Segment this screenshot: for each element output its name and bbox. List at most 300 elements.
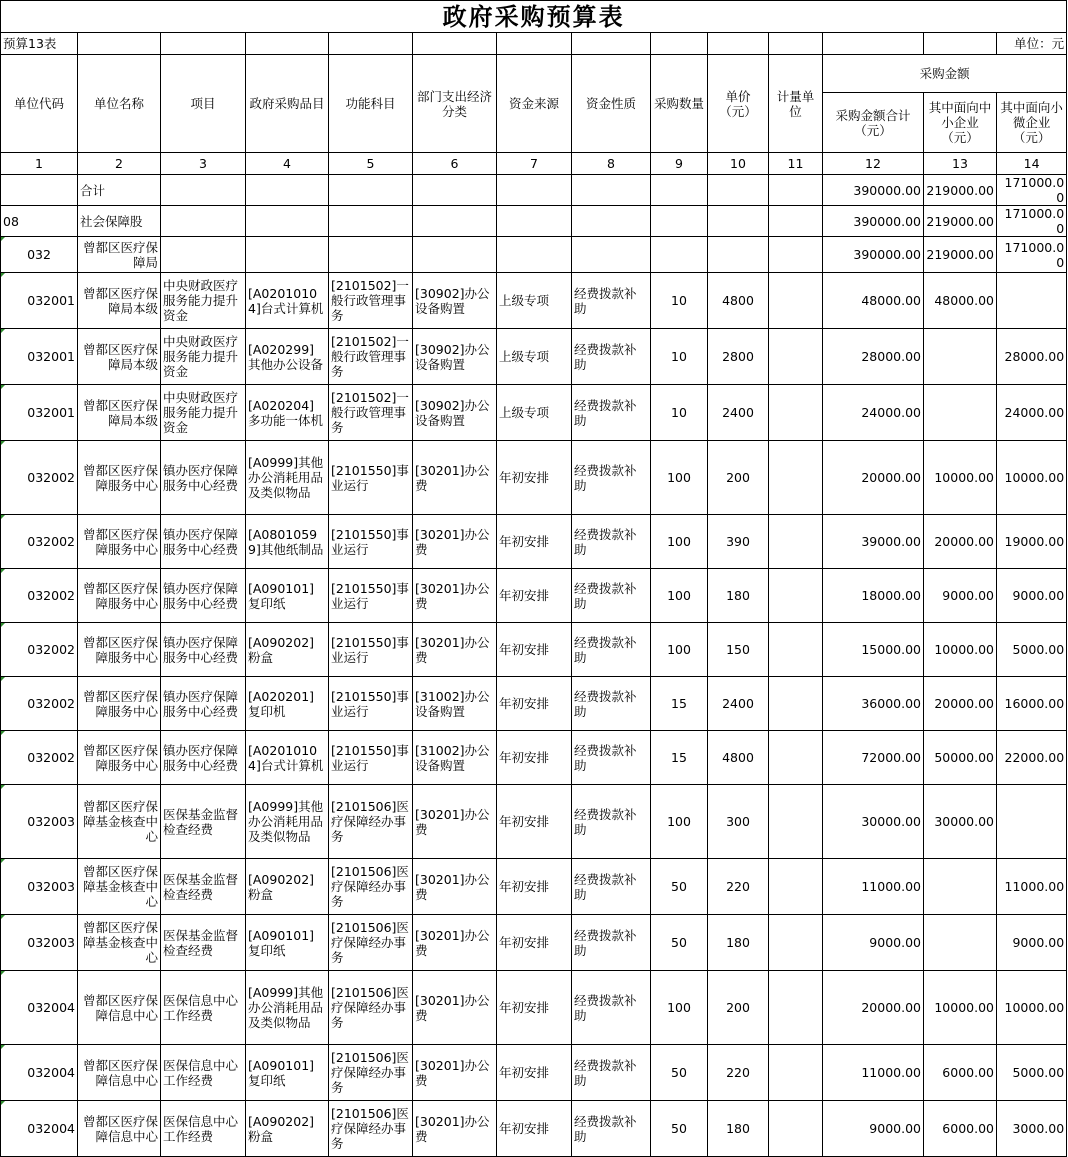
cell-quantity: 100 [651, 569, 708, 623]
cell-measure-unit [769, 859, 823, 915]
cell-unit-code: 032004 [1, 971, 78, 1045]
empty-cell [329, 206, 413, 237]
cell-unit-name: 曾都区医疗保障信息中心 [78, 1045, 161, 1101]
table-row [1, 785, 1067, 859]
cell-amount-sme: 20000.00 [924, 515, 997, 569]
cell-amount-sme: 10000.00 [924, 623, 997, 677]
summary-sme: 219000.00 [924, 237, 997, 273]
cell-economic-class: [30902]办公设备购置 [413, 385, 497, 441]
cell-unit-name: 曾都区医疗保障服务中心 [78, 623, 161, 677]
cell-quantity: 50 [651, 1045, 708, 1101]
cell-economic-class: [30201]办公费 [413, 971, 497, 1045]
table-row [1, 623, 1067, 677]
cell-amount-micro: 19000.00 [997, 515, 1067, 569]
index-cell: 8 [572, 153, 651, 175]
cell-function-subject: [2101506]医疗保障经办事务 [329, 1045, 413, 1101]
cell-procurement-item: [A090202]粉盒 [246, 623, 329, 677]
cell-amount-total: 20000.00 [823, 441, 924, 515]
cell-function-subject: [2101550]事业运行 [329, 677, 413, 731]
header-fund-source: 资金来源 [497, 55, 572, 153]
cell-fund-source: 年初安排 [497, 971, 572, 1045]
cell-measure-unit [769, 385, 823, 441]
header-unit-name: 单位名称 [78, 55, 161, 153]
cell-measure-unit [769, 785, 823, 859]
cell-fund-source: 年初安排 [497, 731, 572, 785]
cell-quantity: 10 [651, 385, 708, 441]
cell-procurement-item: [A090101]复印纸 [246, 1045, 329, 1101]
cell-function-subject: [2101502]一般行政管理事务 [329, 385, 413, 441]
cell-measure-unit [769, 677, 823, 731]
cell-amount-sme: 20000.00 [924, 677, 997, 731]
cell-fund-nature: 经费拨款补助 [572, 677, 651, 731]
index-cell: 14 [997, 153, 1067, 175]
cell-economic-class: [30201]办公费 [413, 623, 497, 677]
cell-fund-nature: 经费拨款补助 [572, 971, 651, 1045]
cell-amount-micro: 10000.00 [997, 971, 1067, 1045]
cell-project: 医保基金监督检查经费 [161, 785, 246, 859]
cell-function-subject: [2101502]一般行政管理事务 [329, 273, 413, 329]
cell-fund-nature: 经费拨款补助 [572, 1101, 651, 1157]
summary-row [1, 175, 1067, 206]
cell-procurement-item: [A02010104]台式计算机 [246, 273, 329, 329]
table-row [1, 859, 1067, 915]
empty-cell [246, 237, 329, 273]
cell-measure-unit [769, 623, 823, 677]
cell-amount-micro: 11000.00 [997, 859, 1067, 915]
empty-cell [651, 206, 708, 237]
cell-economic-class: [30201]办公费 [413, 859, 497, 915]
cell-quantity: 100 [651, 971, 708, 1045]
table-row [1, 971, 1067, 1045]
cell-amount-total: 9000.00 [823, 915, 924, 971]
cell-project: 镇办医疗保障服务中心经费 [161, 569, 246, 623]
cell-amount-total: 24000.00 [823, 385, 924, 441]
cell-amount-micro [997, 273, 1067, 329]
cell-economic-class: [30902]办公设备购置 [413, 329, 497, 385]
summary-total: 390000.00 [823, 237, 924, 273]
cell-amount-micro [997, 785, 1067, 859]
cell-procurement-item: [A090202]粉盒 [246, 859, 329, 915]
header-quantity: 采购数量 [651, 55, 708, 153]
cell-project: 医保基金监督检查经费 [161, 915, 246, 971]
cell-unit-code: 032002 [1, 623, 78, 677]
cell-fund-source: 年初安排 [497, 623, 572, 677]
cell-amount-total: 36000.00 [823, 677, 924, 731]
cell-amount-total: 20000.00 [823, 971, 924, 1045]
cell-quantity: 100 [651, 515, 708, 569]
cell-amount-micro: 10000.00 [997, 441, 1067, 515]
cell-amount-sme: 6000.00 [924, 1045, 997, 1101]
header-economic-class: 部门支出经济分类 [413, 55, 497, 153]
cell-fund-nature: 经费拨款补助 [572, 915, 651, 971]
summary-micro: 171000.00 [997, 237, 1067, 273]
cell-fund-nature: 经费拨款补助 [572, 623, 651, 677]
cell-fund-source: 上级专项 [497, 273, 572, 329]
cell-amount-total: 11000.00 [823, 859, 924, 915]
cell-fund-nature: 经费拨款补助 [572, 385, 651, 441]
cell-unit-code: 032002 [1, 731, 78, 785]
cell-procurement-item: [A0999]其他办公消耗用品及类似物品 [246, 971, 329, 1045]
cell-procurement-item: [A08010599]其他纸制品 [246, 515, 329, 569]
cell-function-subject: [2101506]医疗保障经办事务 [329, 915, 413, 971]
cell-amount-total: 28000.00 [823, 329, 924, 385]
empty-cell [413, 237, 497, 273]
cell-amount-micro: 3000.00 [997, 1101, 1067, 1157]
index-cell: 9 [651, 153, 708, 175]
cell-fund-source: 年初安排 [497, 569, 572, 623]
empty-cell [769, 237, 823, 273]
cell-unit-code: 032004 [1, 1045, 78, 1101]
index-cell: 10 [708, 153, 769, 175]
empty-cell [497, 206, 572, 237]
table-row [1, 1045, 1067, 1101]
cell-unit-price: 2800 [708, 329, 769, 385]
cell-project: 镇办医疗保障服务中心经费 [161, 441, 246, 515]
empty-cell [651, 237, 708, 273]
cell-economic-class: [30201]办公费 [413, 1101, 497, 1157]
index-cell: 5 [329, 153, 413, 175]
cell-measure-unit [769, 1101, 823, 1157]
cell-fund-source: 年初安排 [497, 441, 572, 515]
cell-amount-micro: 22000.00 [997, 731, 1067, 785]
empty-cell [161, 237, 246, 273]
cell-project: 镇办医疗保障服务中心经费 [161, 623, 246, 677]
summary-name: 合计 [78, 175, 161, 206]
header-procurement-item: 政府采购品目 [246, 55, 329, 153]
cell-amount-micro: 24000.00 [997, 385, 1067, 441]
empty-cell [161, 206, 246, 237]
cell-amount-total: 9000.00 [823, 1101, 924, 1157]
cell-amount-total: 15000.00 [823, 623, 924, 677]
cell-unit-name: 曾都区医疗保障服务中心 [78, 569, 161, 623]
cell-amount-sme: 10000.00 [924, 441, 997, 515]
header-amount-group: 采购金额 [823, 55, 1067, 93]
index-cell: 12 [823, 153, 924, 175]
cell-unit-name: 曾都区医疗保障局本级 [78, 329, 161, 385]
cell-function-subject: [2101550]事业运行 [329, 515, 413, 569]
cell-unit-code: 032004 [1, 1101, 78, 1157]
cell-unit-price: 180 [708, 569, 769, 623]
cell-quantity: 10 [651, 329, 708, 385]
cell-unit-name: 曾都区医疗保障服务中心 [78, 731, 161, 785]
cell-project: 医保信息中心工作经费 [161, 1101, 246, 1157]
cell-project: 镇办医疗保障服务中心经费 [161, 515, 246, 569]
index-cell: 2 [78, 153, 161, 175]
cell-quantity: 100 [651, 785, 708, 859]
cell-unit-code: 032003 [1, 859, 78, 915]
cell-fund-source: 年初安排 [497, 1101, 572, 1157]
empty-cell [329, 175, 413, 206]
empty-cell [413, 206, 497, 237]
cell-measure-unit [769, 731, 823, 785]
cell-unit-price: 2400 [708, 677, 769, 731]
cell-procurement-item: [A0999]其他办公消耗用品及类似物品 [246, 785, 329, 859]
table-row [1, 441, 1067, 515]
cell-project: 医保信息中心工作经费 [161, 971, 246, 1045]
table-row [1, 329, 1067, 385]
cell-project: 镇办医疗保障服务中心经费 [161, 677, 246, 731]
cell-fund-nature: 经费拨款补助 [572, 441, 651, 515]
cell-unit-name: 曾都区医疗保障服务中心 [78, 515, 161, 569]
cell-amount-micro: 5000.00 [997, 623, 1067, 677]
cell-fund-source: 年初安排 [497, 859, 572, 915]
cell-unit-name: 曾都区医疗保障信息中心 [78, 1101, 161, 1157]
cell-unit-price: 150 [708, 623, 769, 677]
table-title: 政府采购预算表 [1, 1, 1067, 33]
header-amount-total: 采购金额合计（元） [823, 93, 924, 153]
index-cell: 3 [161, 153, 246, 175]
cell-unit-name: 曾都区医疗保障基金核查中心 [78, 915, 161, 971]
cell-quantity: 100 [651, 441, 708, 515]
summary-micro: 171000.00 [997, 175, 1067, 206]
cell-fund-source: 年初安排 [497, 677, 572, 731]
table-row [1, 731, 1067, 785]
summary-code: 032 [1, 237, 78, 273]
cell-measure-unit [769, 569, 823, 623]
cell-fund-source: 上级专项 [497, 385, 572, 441]
cell-unit-code: 032002 [1, 515, 78, 569]
cell-fund-source: 年初安排 [497, 515, 572, 569]
cell-unit-price: 2400 [708, 385, 769, 441]
cell-amount-total: 18000.00 [823, 569, 924, 623]
cell-amount-sme: 48000.00 [924, 273, 997, 329]
header-amount-sme: 其中面向中小企业（元） [924, 93, 997, 153]
cell-fund-nature: 经费拨款补助 [572, 329, 651, 385]
cell-measure-unit [769, 273, 823, 329]
header-fund-nature: 资金性质 [572, 55, 651, 153]
cell-function-subject: [2101550]事业运行 [329, 731, 413, 785]
empty-cell [246, 206, 329, 237]
cell-unit-code: 032001 [1, 385, 78, 441]
cell-unit-price: 4800 [708, 273, 769, 329]
cell-amount-micro: 28000.00 [997, 329, 1067, 385]
table-row [1, 1101, 1067, 1157]
header-unit-price: 单价（元） [708, 55, 769, 153]
summary-sme: 219000.00 [924, 206, 997, 237]
cell-project: 中央财政医疗服务能力提升资金 [161, 385, 246, 441]
cell-economic-class: [30201]办公费 [413, 785, 497, 859]
summary-name: 社会保障股 [78, 206, 161, 237]
cell-unit-code: 032001 [1, 329, 78, 385]
cell-amount-sme: 30000.00 [924, 785, 997, 859]
cell-unit-name: 曾都区医疗保障信息中心 [78, 971, 161, 1045]
cell-amount-sme [924, 915, 997, 971]
cell-function-subject: [2101550]事业运行 [329, 569, 413, 623]
cell-economic-class: [31002]办公设备购置 [413, 731, 497, 785]
cell-fund-source: 上级专项 [497, 329, 572, 385]
cell-fund-nature: 经费拨款补助 [572, 273, 651, 329]
cell-project: 中央财政医疗服务能力提升资金 [161, 329, 246, 385]
header-unit-code: 单位代码 [1, 55, 78, 153]
empty-cell [708, 206, 769, 237]
cell-quantity: 50 [651, 859, 708, 915]
cell-quantity: 15 [651, 677, 708, 731]
empty-cell [497, 237, 572, 273]
cell-unit-price: 220 [708, 1045, 769, 1101]
cell-measure-unit [769, 441, 823, 515]
cell-function-subject: [2101506]医疗保障经办事务 [329, 1101, 413, 1157]
summary-sme: 219000.00 [924, 175, 997, 206]
cell-fund-source: 年初安排 [497, 915, 572, 971]
cell-function-subject: [2101506]医疗保障经办事务 [329, 971, 413, 1045]
cell-amount-total: 30000.00 [823, 785, 924, 859]
cell-procurement-item: [A090101]复印纸 [246, 569, 329, 623]
cell-unit-name: 曾都区医疗保障基金核查中心 [78, 859, 161, 915]
cell-amount-sme [924, 859, 997, 915]
cell-measure-unit [769, 1045, 823, 1101]
index-cell: 11 [769, 153, 823, 175]
cell-quantity: 100 [651, 623, 708, 677]
empty-cell [572, 175, 651, 206]
cell-economic-class: [30201]办公费 [413, 569, 497, 623]
cell-quantity: 50 [651, 1101, 708, 1157]
cell-amount-total: 48000.00 [823, 273, 924, 329]
cell-fund-nature: 经费拨款补助 [572, 569, 651, 623]
cell-quantity: 10 [651, 273, 708, 329]
cell-unit-name: 曾都区医疗保障服务中心 [78, 441, 161, 515]
cell-unit-code: 032002 [1, 441, 78, 515]
index-cell: 13 [924, 153, 997, 175]
header-function-subject: 功能科目 [329, 55, 413, 153]
cell-project: 镇办医疗保障服务中心经费 [161, 731, 246, 785]
cell-unit-price: 390 [708, 515, 769, 569]
summary-total: 390000.00 [823, 206, 924, 237]
cell-amount-micro: 9000.00 [997, 569, 1067, 623]
table-row [1, 515, 1067, 569]
cell-amount-sme: 9000.00 [924, 569, 997, 623]
cell-unit-code: 032001 [1, 273, 78, 329]
cell-amount-sme: 50000.00 [924, 731, 997, 785]
summary-micro: 171000.00 [997, 206, 1067, 237]
empty-cell [769, 206, 823, 237]
table-number: 预算13表 [1, 33, 78, 55]
cell-measure-unit [769, 971, 823, 1045]
unit-label: 单位：元 [997, 33, 1067, 55]
cell-economic-class: [31002]办公设备购置 [413, 677, 497, 731]
empty-cell [246, 175, 329, 206]
cell-amount-micro: 5000.00 [997, 1045, 1067, 1101]
summary-code [1, 175, 78, 206]
cell-unit-price: 180 [708, 915, 769, 971]
cell-project: 医保信息中心工作经费 [161, 1045, 246, 1101]
cell-fund-nature: 经费拨款补助 [572, 515, 651, 569]
cell-unit-code: 032003 [1, 785, 78, 859]
table-row [1, 569, 1067, 623]
cell-unit-name: 曾都区医疗保障局本级 [78, 385, 161, 441]
cell-fund-nature: 经费拨款补助 [572, 731, 651, 785]
cell-unit-price: 4800 [708, 731, 769, 785]
header-project: 项目 [161, 55, 246, 153]
empty-cell [572, 206, 651, 237]
empty-cell [572, 237, 651, 273]
index-row [1, 153, 1067, 175]
cell-procurement-item: [A020204]多功能一体机 [246, 385, 329, 441]
cell-fund-nature: 经费拨款补助 [572, 1045, 651, 1101]
cell-function-subject: [2101502]一般行政管理事务 [329, 329, 413, 385]
cell-amount-sme: 10000.00 [924, 971, 997, 1045]
cell-measure-unit [769, 329, 823, 385]
cell-quantity: 50 [651, 915, 708, 971]
empty-cell [161, 175, 246, 206]
cell-procurement-item: [A02010104]台式计算机 [246, 731, 329, 785]
cell-project: 中央财政医疗服务能力提升资金 [161, 273, 246, 329]
cell-economic-class: [30201]办公费 [413, 441, 497, 515]
cell-function-subject: [2101506]医疗保障经办事务 [329, 785, 413, 859]
cell-measure-unit [769, 915, 823, 971]
cell-project: 医保基金监督检查经费 [161, 859, 246, 915]
summary-total: 390000.00 [823, 175, 924, 206]
table-row [1, 915, 1067, 971]
cell-procurement-item: [A020201]复印机 [246, 677, 329, 731]
summary-code: 08 [1, 206, 78, 237]
cell-fund-source: 年初安排 [497, 785, 572, 859]
cell-amount-total: 72000.00 [823, 731, 924, 785]
index-cell: 7 [497, 153, 572, 175]
cell-unit-name: 曾都区医疗保障服务中心 [78, 677, 161, 731]
cell-function-subject: [2101550]事业运行 [329, 441, 413, 515]
empty-cell [329, 237, 413, 273]
cell-amount-micro: 16000.00 [997, 677, 1067, 731]
table-row [1, 273, 1067, 329]
cell-fund-nature: 经费拨款补助 [572, 785, 651, 859]
index-cell: 6 [413, 153, 497, 175]
table-row [1, 677, 1067, 731]
empty-cell [651, 175, 708, 206]
empty-cell [769, 175, 823, 206]
cell-unit-price: 220 [708, 859, 769, 915]
empty-cell [413, 175, 497, 206]
cell-unit-price: 300 [708, 785, 769, 859]
empty-cell [708, 175, 769, 206]
empty-cell [497, 175, 572, 206]
summary-row [1, 206, 1067, 237]
cell-unit-price: 200 [708, 971, 769, 1045]
cell-unit-price: 200 [708, 441, 769, 515]
cell-unit-code: 032002 [1, 677, 78, 731]
cell-economic-class: [30902]办公设备购置 [413, 273, 497, 329]
cell-amount-sme [924, 329, 997, 385]
empty-cell [708, 237, 769, 273]
header-measure-unit: 计量单位 [769, 55, 823, 153]
header-amount-micro: 其中面向小微企业（元） [997, 93, 1067, 153]
cell-economic-class: [30201]办公费 [413, 915, 497, 971]
cell-amount-micro: 9000.00 [997, 915, 1067, 971]
cell-unit-code: 032003 [1, 915, 78, 971]
table-row [1, 385, 1067, 441]
cell-fund-source: 年初安排 [497, 1045, 572, 1101]
cell-unit-name: 曾都区医疗保障基金核查中心 [78, 785, 161, 859]
cell-function-subject: [2101506]医疗保障经办事务 [329, 859, 413, 915]
cell-unit-name: 曾都区医疗保障局本级 [78, 273, 161, 329]
cell-procurement-item: [A020299]其他办公设备 [246, 329, 329, 385]
cell-economic-class: [30201]办公费 [413, 1045, 497, 1101]
cell-quantity: 15 [651, 731, 708, 785]
cell-function-subject: [2101550]事业运行 [329, 623, 413, 677]
cell-amount-sme [924, 385, 997, 441]
summary-row [1, 237, 1067, 273]
cell-procurement-item: [A090101]复印纸 [246, 915, 329, 971]
cell-amount-total: 11000.00 [823, 1045, 924, 1101]
cell-amount-sme: 6000.00 [924, 1101, 997, 1157]
cell-unit-code: 032002 [1, 569, 78, 623]
summary-name: 曾都区医疗保障局 [78, 237, 161, 273]
cell-measure-unit [769, 515, 823, 569]
index-cell: 1 [1, 153, 78, 175]
cell-fund-nature: 经费拨款补助 [572, 859, 651, 915]
cell-procurement-item: [A0999]其他办公消耗用品及类似物品 [246, 441, 329, 515]
index-cell: 4 [246, 153, 329, 175]
cell-unit-price: 180 [708, 1101, 769, 1157]
